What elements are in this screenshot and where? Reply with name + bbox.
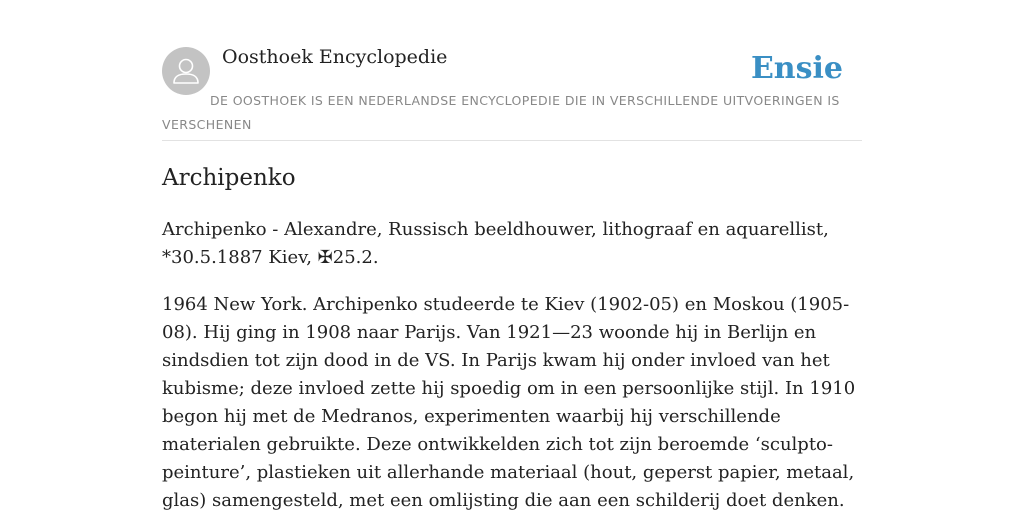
article [162, 160, 864, 512]
ensie-logo-link[interactable]: Ensie [750, 51, 843, 86]
article-paragraph-2: 1964 New York. Archipenko studeerde te Kiev (1902-05) en Moskou (1905-08). Hij ging in 1908 naar Parijs. Van 1921—23 woonde hij in Berlijn en sindsdien tot zijn dood in de VS. In Parijs kwam hij onder invloed van het kubisme; deze invloed zette hij spoedig om in een persoonlijke stijl. In 1910 begon hij met de Medranos, experimenten waarbij hij verschillende materialen gebruikte. Deze ontwikkelden zich tot zijn beroemde ‘sculpto-peinture’, plastieken uit allerhande materiaal (hout, geperst papier, metaal, glas) samengesteld, met een omlijsting die aan een schilderij doet denken. [162, 294, 856, 511]
user-silhouette-icon [162, 47, 210, 95]
source-description: DE OOSTHOEK IS EEN NEDERLANDSE ENCYCLOPEDIE DIE IN VERSCHILLENDE UITVOERINGEN IS VERSCHENEN [162, 93, 840, 132]
article-title: Archipenko [162, 165, 296, 191]
source-name-link[interactable]: Oosthoek Encyclopedie [222, 46, 448, 68]
source-avatar[interactable] [162, 47, 210, 95]
source-header [162, 0, 862, 141]
article-paragraph-1: Archipenko - Alexandre, Russisch beeldhouwer, lithograaf en aquarellist, *30.5.1887 Kiev, ✠25.2. [162, 219, 829, 268]
